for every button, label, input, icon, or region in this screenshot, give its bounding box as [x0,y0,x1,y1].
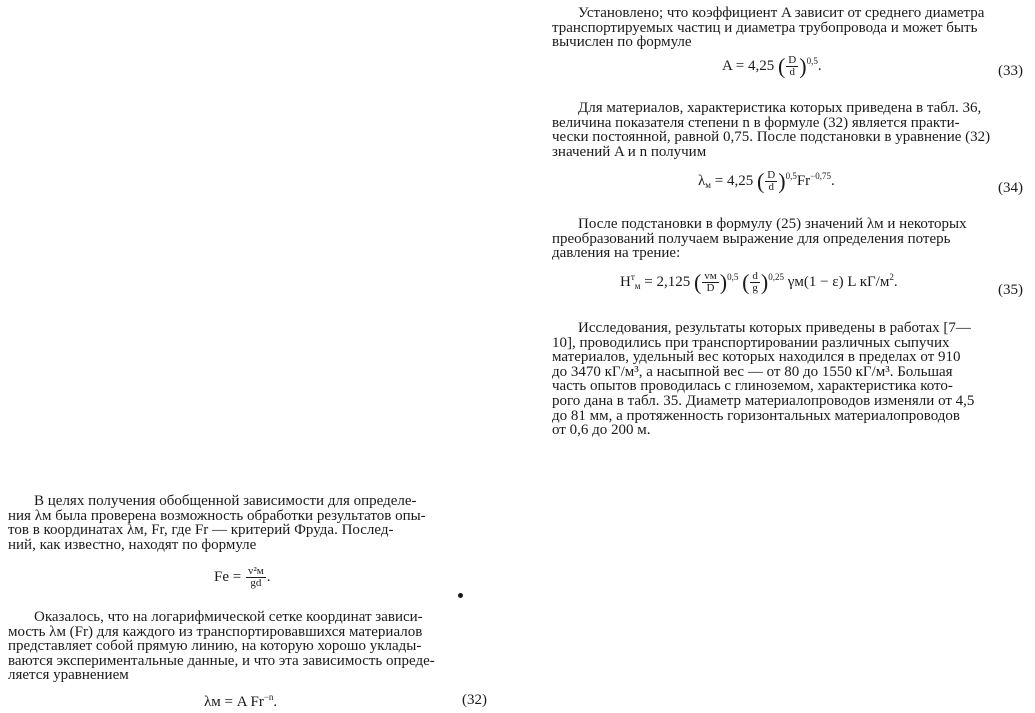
eq33-num: D [788,54,797,66]
equation-34: $\lambda_м = 4,25$ ( $\frac{D}{d}$ )$^{0,5}Fr^{-0,75}$. [698,168,835,194]
eq33-exp: 0,5 [806,55,818,66]
text-line: часть опытов проводилась с глиноземом, характеристика кото- [552,378,953,395]
text-line: до 3470 кГ/м³, а насыпной вес — от 80 до 1550 кГ/м³. Большая [552,363,953,380]
text-line: чески постоянной, равной 0,75. После подстановки в уравнение (32) [552,129,991,146]
right-paragraph-4 [552,321,1022,438]
text-line: мость λм (Fr) для каждого из транспортировавшихся материалов [8,623,423,640]
equation-number-34: (34) [998,180,1023,196]
equation-33: A = 4,25 ( $\frac{D}{d}$ )$^{0,5}$. [722,53,822,79]
text-line: Оказалось, что на логарифмической сетке координат зависи- [34,609,423,625]
text-line: величина показателя степени n в формуле (32) является практи- [552,114,960,131]
eq33-lhs: A = 4,25 [722,57,775,74]
text-line: давления на трение: [552,245,681,262]
eq34-den: d [768,181,774,193]
equation-number-32: (32) [462,692,487,708]
left-paragraph-2 [8,610,490,683]
text-line: транспортируемых частиц и диаметра трубопровода и может быть [552,19,978,36]
right-paragraph-3 [552,217,1022,261]
text-line: до 81 мм, а протяженность горизонтальных материалопроводов [552,407,961,424]
text-line: ваются экспериментальные данные, и что эта зависимость опреде- [8,652,435,669]
right-paragraph-2 [552,101,1022,159]
text-line: ний, как известно, находят по формуле [8,536,257,553]
text-line: После подстановки в формулу (25) значений λм и некоторых [578,216,967,232]
text-line: рого дана в табл. 35. Диаметр материалопроводов изменяли от 4,5 [552,392,975,409]
equation-froude: Fe = $\frac{\text{v²м}}{gd}$ . [214,565,271,589]
text-line: Для материалов, характеристика которых приведена в табл. 36, [578,100,982,116]
text-line: Установлено; что коэффициент A зависит от среднего диаметра [578,5,985,21]
right-paragraph-1 [552,6,1022,50]
equation-number-33: (33) [998,63,1023,79]
text-line: В целях получения обобщенной зависимости для определе- [34,493,417,509]
text-line: представляет собой прямую линию, на которую хорошо уклады- [8,638,422,655]
text-line: ния λм была проверена возможность обработки результатов опы- [8,507,426,524]
text-line: тов в координатах λм, Fr, где Fr — критерий Фруда. Послед- [8,522,394,539]
text-line: значений A и n получим [552,143,707,160]
text-line: Исследования, результаты которых приведены в работах [7— [578,320,971,336]
text-line: материалов, удельный вес которых находился в пределах от 910 [552,349,961,366]
text-line: преобразований получаем выражение для определения потерь [552,230,951,247]
equation-number-35: (35) [998,282,1023,298]
eq34-num: D [767,169,776,181]
text-line: от 0,6 до 200 м. [552,422,651,439]
text-line: ляется уравнением [8,667,129,684]
text-line: вычислен по формуле [552,34,692,51]
equation-32: λм = A $Fr^{-n}$. [204,692,278,710]
text-line: 10], проводились при транспортировании различных сыпучих [552,334,950,351]
eq33-den: d [789,66,796,78]
left-paragraph-1 [8,494,490,552]
equation-35: $H^т_м = 2,125$ ( $\frac{vм}{D}$ )$^{0,5}$ ( $\frac{d}{g}$ )$^{0,25}$ γм(1 − ε) L $кГ/м^2$. [620,269,898,295]
stray-mark [458,593,463,598]
